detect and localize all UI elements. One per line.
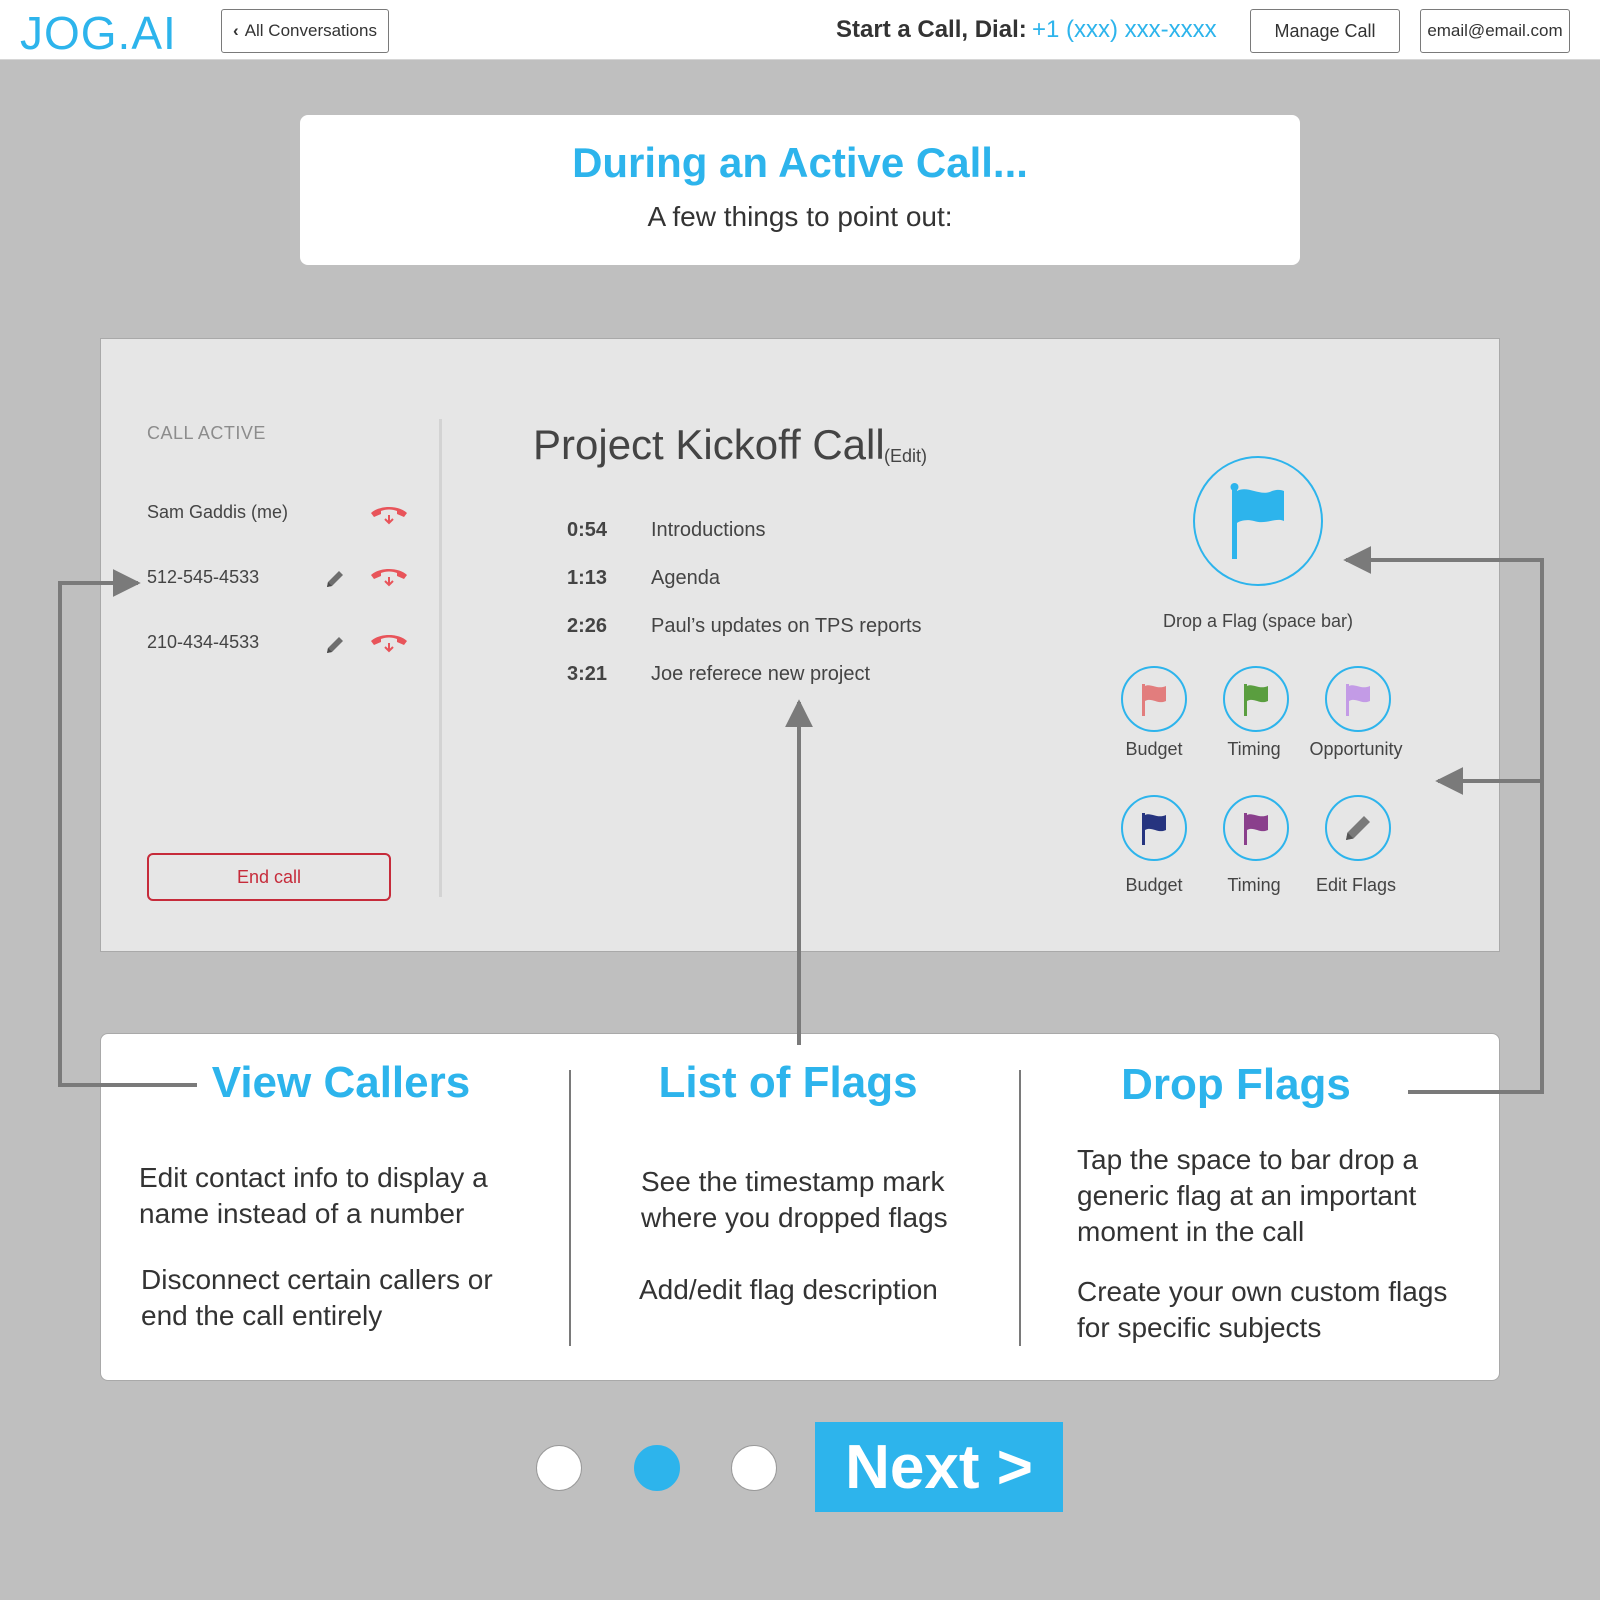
caller-name: 210-434-4533 [147, 632, 260, 652]
list-of-flags-text: Add/edit flag description [639, 1274, 938, 1305]
hangup-icon[interactable] [369, 503, 409, 525]
intro-subtitle: A few things to point out: [647, 201, 953, 232]
caller-name: 512-545-4533 [147, 567, 260, 587]
view-callers-heading: View Callers [211, 1058, 471, 1107]
view-callers-text: Disconnect certain callers or end the call entirely [141, 1264, 493, 1331]
end-call-button[interactable]: End call [147, 853, 391, 901]
edit-title-link[interactable]: (Edit) [884, 446, 928, 466]
active-call-panel [100, 338, 1500, 952]
section-divider [569, 1070, 571, 1346]
pencil-icon [1340, 810, 1376, 846]
flag-label: Budget [1125, 875, 1183, 895]
flag-label: Timing [1227, 875, 1281, 895]
caller-name: Sam Gaddis (me) [147, 502, 289, 522]
timestamp: 0:54 [567, 519, 608, 541]
feature-info-card [100, 1033, 1500, 1381]
flag-icon [1240, 810, 1272, 846]
call-title: Project Kickoff Call [533, 421, 885, 468]
timestamp: 2:26 [567, 615, 608, 637]
flag-label: Timing [1227, 739, 1281, 759]
list-of-flags-text: See the timestamp mark where you dropped flags [641, 1166, 948, 1233]
manage-call-button[interactable]: Manage Call [1250, 9, 1400, 53]
pencil-icon[interactable] [323, 633, 347, 657]
next-button[interactable]: Next > [815, 1422, 1063, 1512]
page-dot-2-active[interactable] [634, 1445, 680, 1491]
dial-number[interactable]: +1 (xxx) xxx-xxxx [1032, 16, 1217, 43]
pencil-icon[interactable] [323, 567, 347, 591]
chevron-left-icon: ‹ [233, 21, 239, 40]
flag-label: Edit Flags [1315, 875, 1397, 895]
flag-button-timing[interactable] [1223, 666, 1289, 732]
flag-button-opportunity[interactable] [1325, 666, 1391, 732]
flag-button-timing[interactable] [1223, 795, 1289, 861]
flag-button-budget[interactable] [1121, 795, 1187, 861]
flag-description[interactable]: Agenda [651, 567, 720, 589]
flag-description[interactable]: Paul’s updates on TPS reports [651, 615, 922, 637]
drop-flag-label: Drop a Flag (space bar) [1162, 611, 1354, 631]
hangup-icon[interactable] [369, 565, 409, 587]
timestamp: 1:13 [567, 567, 608, 589]
flag-description[interactable]: Introductions [651, 519, 766, 541]
drop-flags-heading: Drop Flags [1121, 1060, 1351, 1109]
all-conversations-label: All Conversations [244, 21, 377, 40]
panel-divider [439, 419, 442, 897]
edit-flags-button[interactable] [1325, 795, 1391, 861]
account-email-button[interactable]: email@email.com [1420, 9, 1570, 53]
top-bar [0, 0, 1600, 60]
drop-flags-text: Create your own custom flags for specific subjects [1077, 1276, 1448, 1343]
hangup-icon[interactable] [369, 631, 409, 653]
flag-icon [1342, 681, 1374, 717]
dial-label: Start a Call, Dial: [836, 16, 1027, 43]
view-callers-text: Edit contact info to display a name instead of a number [139, 1162, 488, 1229]
flag-label: Budget [1125, 739, 1183, 759]
flag-icon [1226, 481, 1290, 561]
flag-icon [1138, 810, 1170, 846]
call-status: CALL ACTIVE [147, 423, 266, 443]
flag-icon [1138, 681, 1170, 717]
timestamp: 3:21 [567, 663, 608, 685]
drop-flags-text: Tap the space to bar drop a generic flag at an important moment in the call [1077, 1144, 1418, 1247]
all-conversations-button[interactable] [221, 9, 389, 53]
section-divider [1019, 1070, 1021, 1346]
drop-flag-button[interactable] [1193, 456, 1323, 586]
intro-card [300, 115, 1300, 265]
intro-title: During an Active Call... [572, 139, 1028, 186]
page-dot-3[interactable] [731, 1445, 777, 1491]
flag-icon [1240, 681, 1272, 717]
flag-description[interactable]: Joe referece new project [651, 663, 871, 685]
logo[interactable]: JOG.AI [20, 7, 177, 59]
list-of-flags-heading: List of Flags [658, 1058, 918, 1107]
flag-label: Opportunity [1309, 739, 1403, 759]
page-dot-1[interactable] [536, 1445, 582, 1491]
flag-button-budget[interactable] [1121, 666, 1187, 732]
